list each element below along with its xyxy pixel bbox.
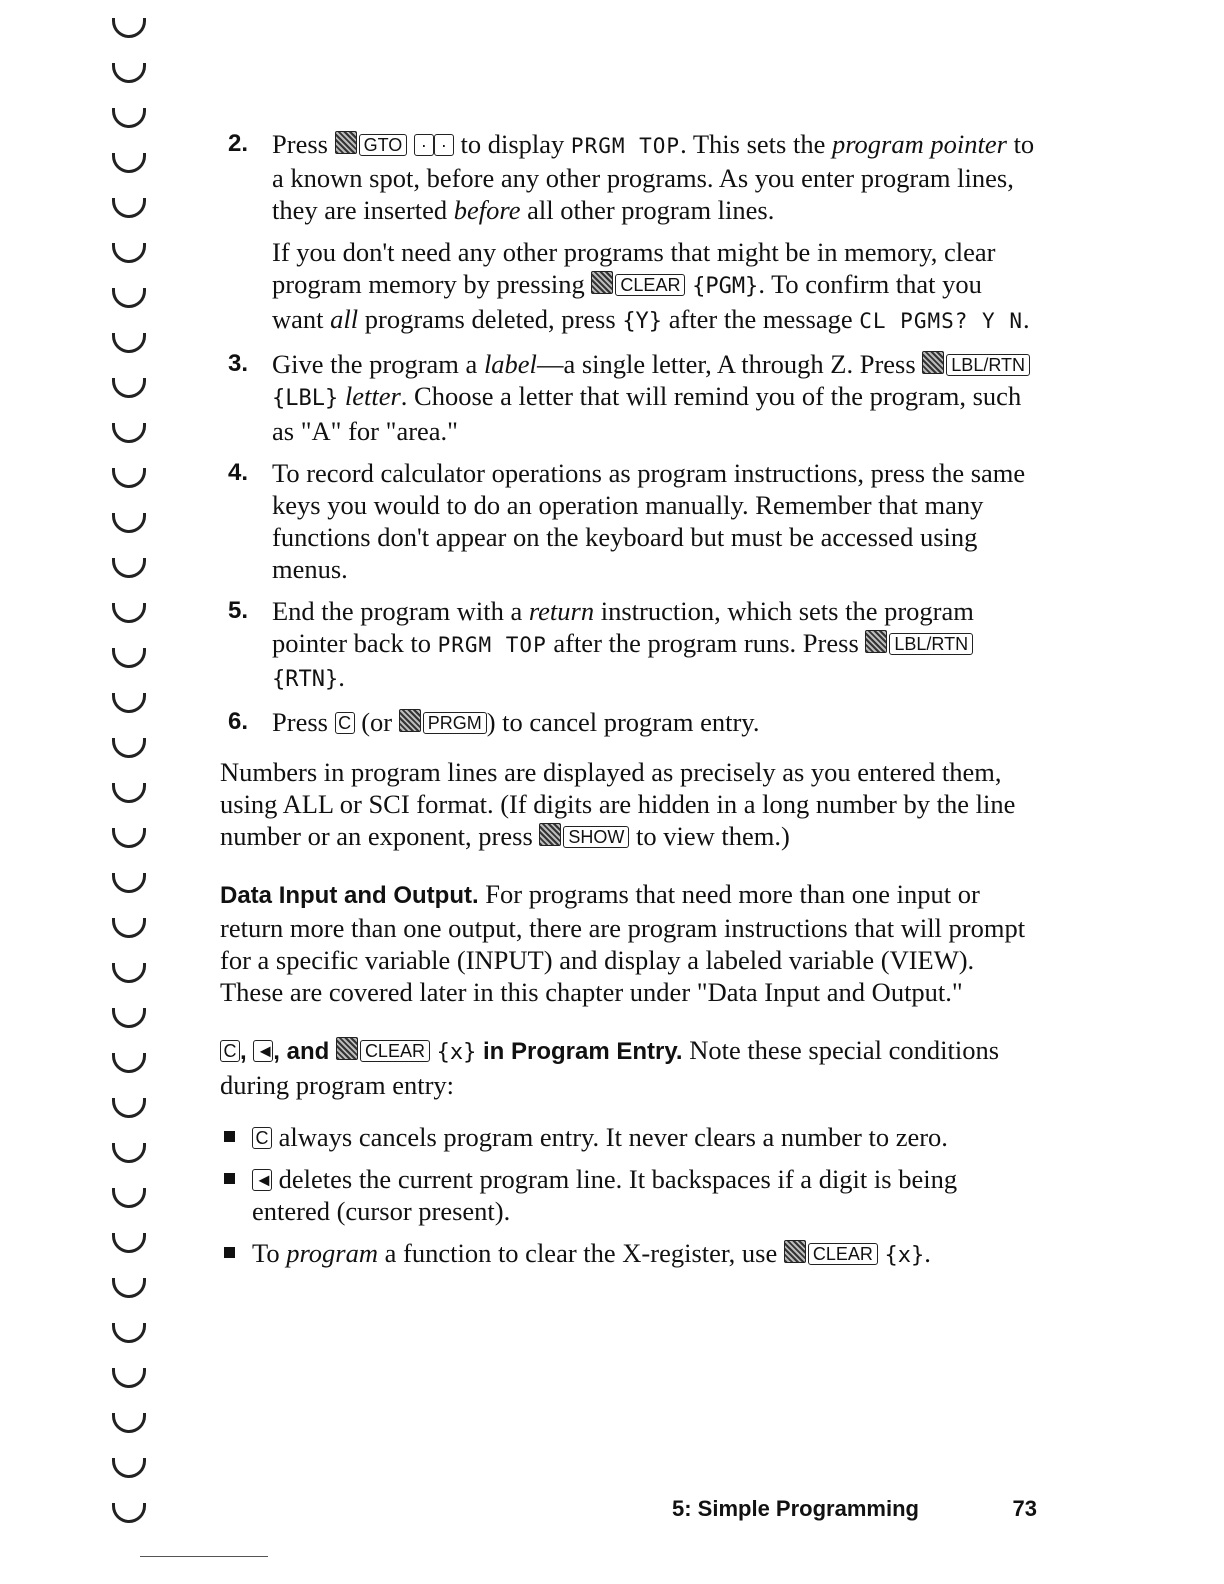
key-decimal: · — [414, 134, 434, 156]
key-gto: GTO — [359, 134, 408, 156]
binding-ring — [112, 288, 146, 308]
binding-ring — [112, 423, 146, 443]
key-c: C — [220, 1040, 240, 1062]
key-show: SHOW — [563, 826, 629, 848]
menu-key-lbl: {LBL} — [272, 386, 339, 411]
binding-ring — [112, 783, 146, 803]
step-4: 4. To record calculator operations as program instructions, press the same keys you would to do an operation manually. Remember that many functions don't appear on the keyboard but must be accessed using menus. — [228, 458, 1026, 584]
binding-ring — [112, 468, 146, 488]
page-edge-line — [140, 1556, 268, 1557]
key-clear: CLEAR — [808, 1243, 878, 1265]
step-3: 3. Give the program a label—a single letter, A through Z. Press LBL/RTN {LBL} letter. Choose a letter that will remind you of the program, such as "A" for "area." — [220, 348, 1035, 447]
binding-ring — [112, 1053, 146, 1073]
key-c: C — [252, 1127, 272, 1149]
key-backspace: ◄ — [253, 1040, 273, 1062]
step-2 — [220, 128, 1035, 338]
section-heading: in Program Entry. — [482, 1038, 683, 1065]
step-number: 5. — [228, 597, 249, 624]
binding-ring — [112, 963, 146, 983]
page-number: 73 — [1012, 1496, 1037, 1521]
binding-ring — [112, 828, 146, 848]
spiral-binding — [112, 18, 152, 1538]
binding-ring — [112, 738, 146, 758]
shift-key-icon — [922, 351, 944, 374]
shift-key-icon — [865, 630, 887, 653]
key-lbl-rtn: LBL/RTN — [946, 354, 1030, 376]
display-text: PRGM TOP — [437, 633, 547, 657]
binding-ring — [112, 1008, 146, 1028]
key-c: C — [335, 712, 355, 734]
step-5: 5. End the program with a return instruction, which sets the program pointer back to PRGM TOP after the program runs. Press LBL/RTN {RTN}. — [228, 596, 974, 692]
display-text: PRGM TOP — [570, 134, 681, 158]
binding-ring — [112, 1323, 146, 1343]
binding-ring — [112, 513, 146, 533]
shift-key-icon — [335, 131, 357, 154]
shift-key-icon — [399, 709, 421, 732]
key-backspace: ◄ — [252, 1169, 272, 1191]
step-number: 4. — [228, 459, 249, 486]
binding-ring — [112, 333, 146, 353]
binding-ring — [112, 1368, 146, 1388]
shift-key-icon — [591, 271, 613, 294]
step-number: 3. — [228, 350, 249, 377]
key-clear: CLEAR — [615, 274, 685, 296]
menu-key-y: {Y} — [622, 309, 663, 334]
menu-key-x: {x} — [884, 1243, 925, 1268]
program-entry-paragraph: C , ◄, and CLEAR {x} in Program Entry. Note these special conditions during program entry: — [220, 1035, 1000, 1100]
key-lbl-rtn: LBL/RTN — [889, 633, 973, 655]
numbers-paragraph: Numbers in program lines are displayed as precisely as you entered them, using ALL or SCI format. (If digits are hidden in a long number by the line number or an exponent, press SHOW to view them.) — [220, 757, 1016, 851]
binding-ring — [112, 558, 146, 578]
conditions-list — [220, 1121, 1035, 1272]
binding-ring — [112, 1503, 146, 1523]
menu-key-x: {x} — [436, 1040, 477, 1065]
shift-key-icon — [784, 1240, 806, 1263]
bullet-icon — [224, 1173, 235, 1184]
key-clear: CLEAR — [360, 1040, 430, 1062]
binding-ring — [112, 1413, 146, 1433]
binding-ring — [112, 198, 146, 218]
binding-ring — [112, 603, 146, 623]
list-item: To program a function to clear the X-register, use CLEAR {x}. — [220, 1237, 1035, 1272]
bullet-icon — [224, 1131, 235, 1142]
binding-ring — [112, 1278, 146, 1298]
binding-ring — [112, 108, 146, 128]
shift-key-icon — [539, 823, 561, 846]
data-io-paragraph: Data Input and Output. For programs that need more than one input or return more than one output, there are program instructions that will prompt for a specific variable (INPUT) and display a labeled variable (VIEW). These are covered later in this chapter under "Data Input and Output." — [220, 879, 1026, 1007]
menu-key-pgm: {PGM} — [692, 274, 759, 299]
page-footer — [672, 1496, 1037, 1522]
binding-ring — [112, 1458, 146, 1478]
bullet-icon — [224, 1247, 235, 1258]
binding-ring — [112, 648, 146, 668]
list-item: ◄ deletes the current program line. It backspaces if a digit is being entered (cursor present). — [220, 1163, 1035, 1227]
binding-ring — [112, 873, 146, 893]
key-decimal: · — [434, 134, 454, 156]
binding-ring — [112, 153, 146, 173]
binding-ring — [112, 1188, 146, 1208]
binding-ring — [112, 1143, 146, 1163]
list-item: C always cancels program entry. It never clears a number to zero. — [220, 1121, 1035, 1153]
page-body — [220, 128, 1035, 1282]
section-heading: Data Input and Output. — [220, 882, 479, 909]
binding-ring — [112, 693, 146, 713]
binding-ring — [112, 63, 146, 83]
binding-ring — [112, 1233, 146, 1253]
binding-ring — [112, 918, 146, 938]
step-number: 6. — [228, 708, 249, 735]
step-6: 6. Press C (or PRGM ) to cancel program entry. — [228, 707, 760, 737]
binding-ring — [112, 243, 146, 263]
shift-key-icon — [336, 1037, 358, 1060]
key-prgm: PRGM — [423, 712, 487, 734]
binding-ring — [112, 18, 146, 38]
chapter-title: 5: Simple Programming — [672, 1496, 919, 1521]
binding-ring — [112, 378, 146, 398]
step-number: 2. — [228, 130, 249, 157]
step-2-para-1: Press GTO · · to display PRGM TOP. This sets the program pointer to a known spot, before any other programs. As you enter program lines, they are inserted before all other program lines. — [272, 129, 1035, 225]
display-text: CL PGMS? Y N — [859, 309, 1023, 333]
binding-ring — [112, 1098, 146, 1118]
step-2-para-2: If you don't need any other programs that might be in memory, clear program memory by pressing CLEAR {PGM}. To confirm that you want all programs deleted, press {Y} after the message CL PGMS? Y N. — [272, 237, 1030, 334]
menu-key-rtn: {RTN} — [272, 667, 339, 692]
